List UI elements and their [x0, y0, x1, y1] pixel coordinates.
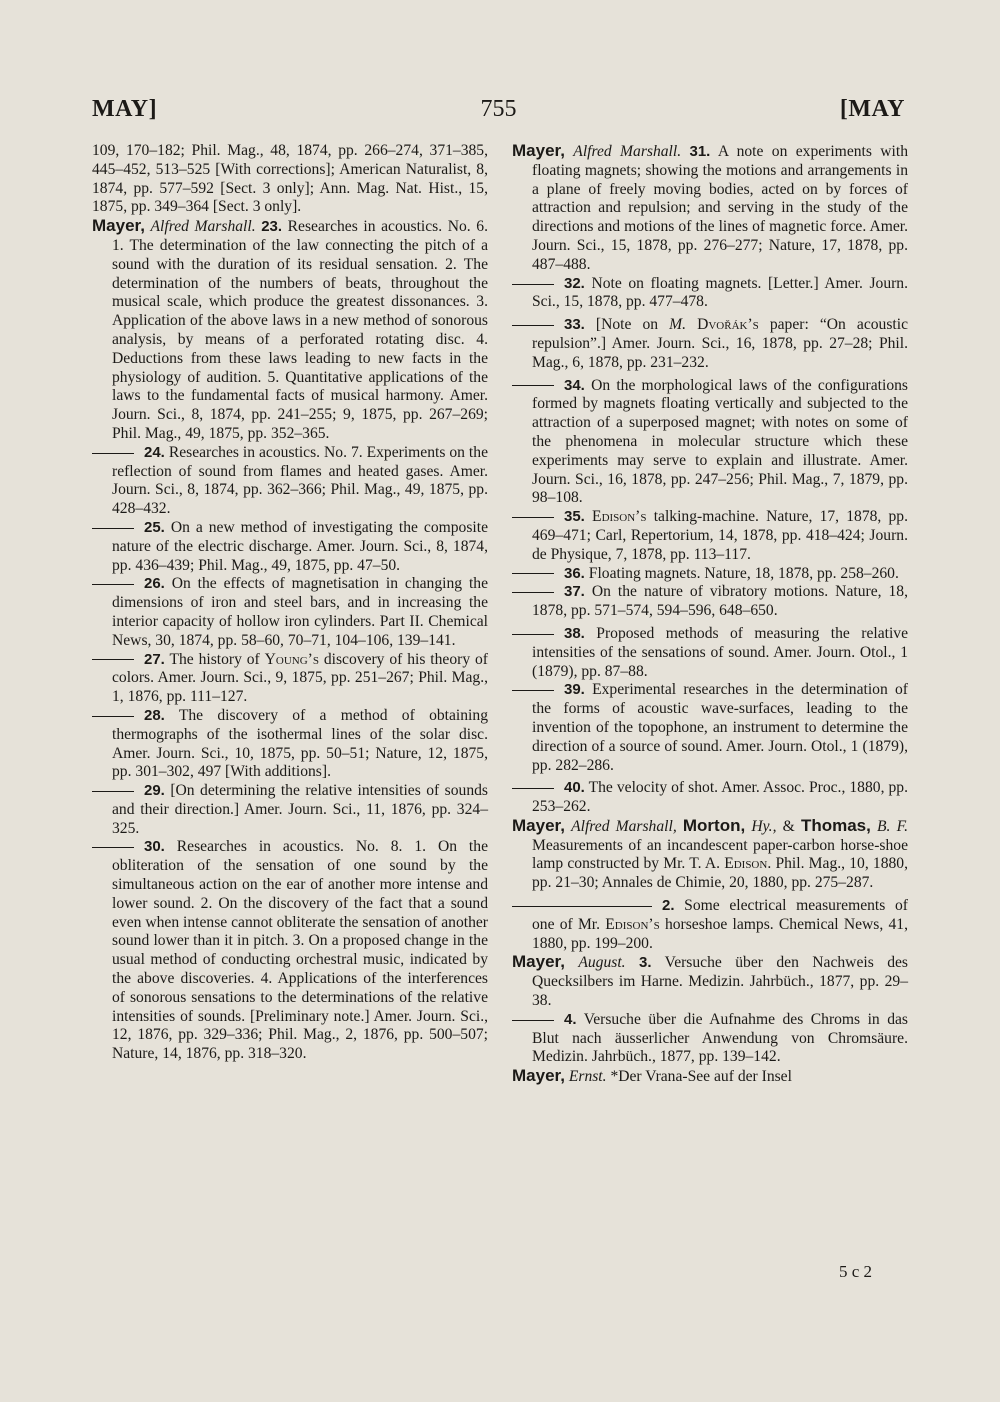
bibliography-entry: 4. Versuche über die Aufnahme des Chroms in das Blut nach äusserlicher Anwendung von Chromsäure. Medizin. Jahrbüch., 1877, pp. 139–142.	[512, 1011, 908, 1067]
header-left: MAY]	[92, 96, 158, 122]
author-forename: Ernst.	[568, 1068, 607, 1086]
ditto-dash	[512, 592, 554, 593]
ditto-dash	[512, 325, 554, 326]
author-forename: Alfred Marshall,	[571, 817, 677, 835]
bibliography-entry: 26. On the effects of magnetisation in changing the dimensions of iron and steel bars, and in increasing the interior capacity of hollow iron cylinders. Part II. Chemical News, 30, 1874, pp. 58–60, 70–71, 104–106, 139–141.	[92, 575, 488, 650]
bibliography-entry: 28. The discovery of a method of obtaining thermographs of the isothermal lines of the solar disc. Amer. Journ. Sci., 10, 1875, pp. 50–51; Nature, 12, 1875, pp. 301–302, 497 [With additions].	[92, 707, 488, 782]
entry-number: 34.	[564, 376, 585, 394]
ditto-dash	[92, 716, 134, 717]
ditto-dash	[512, 284, 554, 285]
author-forename: Alfred Marshall.	[573, 143, 682, 160]
ditto-dash	[92, 528, 134, 529]
entry-number: 27.	[144, 650, 165, 668]
ditto-dash	[92, 584, 134, 585]
entry-number: 29.	[144, 782, 165, 800]
ditto-dash	[512, 1020, 554, 1021]
bibliography-entry: 32. Note on floating magnets. [Letter.] Amer. Journ. Sci., 15, 1878, pp. 477–478.	[512, 275, 908, 313]
author-forename: August.	[578, 954, 626, 972]
author-name: Mayer,	[512, 815, 565, 835]
page-number: 755	[480, 96, 517, 122]
author-forename: B. F.	[877, 817, 908, 835]
ditto-dash	[512, 634, 554, 635]
bibliography-entry: Mayer, Alfred Marshall, Morton, Hy., & Thomas, B. F. Measurements of an incandescent paper-carbon horse-shoe lamp constructed by Mr. T. A. Edison. Phil. Mag., 10, 1880, pp. 21–30; Annales de Chimie, 20, 1880, pp. 275–287.	[512, 815, 909, 892]
bibliography-entry: 27. The history of Young’s discovery of his theory of colors. Amer. Journ. Sci., 9, 1875, pp. 251–267; Phil. Mag., 1, 1876, pp. 111–127.	[92, 651, 488, 707]
bibliography-entry: 2. Some electrical measurements of one of Mr. Edison’s horseshoe lamps. Chemical News, 41, 1880, pp. 199–200.	[512, 897, 908, 953]
bibliography-entry: 34. On the morphological laws of the configurations formed by magnets floating vertically and subjected to the attraction of a superposed magnet; with notes on some of the phenomena in molecular structure which these experiments may serve to explain and illustrate. Amer. Journ. Sci., 16, 1878, pp. 247–256; Phil. Mag., 7, 1879, pp. 98–108.	[512, 377, 908, 509]
entry-number: 31.	[689, 143, 711, 160]
ditto-dash	[92, 791, 134, 792]
left-column	[92, 142, 488, 1064]
running-header	[92, 96, 905, 130]
entry-number: 3.	[639, 954, 652, 972]
ditto-dash	[512, 517, 554, 518]
bibliography-entry: 25. On a new method of investigating the composite nature of the electric discharge. Amer. Journ. Sci., 8, 1874, pp. 436–439; Phil. Mag., 49, 1875, pp. 47–50.	[92, 519, 488, 575]
ditto-dash	[92, 659, 134, 660]
bibliography-entry: 37. On the nature of vibratory motions. Nature, 18, 1878, pp. 571–574, 594–596, 648–650.	[512, 583, 908, 621]
author-forename: Alfred Marshall.	[150, 218, 256, 236]
entry-number: 33.	[564, 316, 585, 334]
author-name: Mayer,	[512, 1066, 565, 1086]
entry-number: 28.	[144, 706, 165, 724]
author-name: Thomas,	[800, 815, 871, 835]
entry-number: 25.	[144, 518, 165, 536]
entry-number: 23.	[261, 218, 283, 236]
author-name: Mayer,	[92, 216, 145, 236]
entry-number: 26.	[144, 575, 165, 593]
ditto-dash	[512, 573, 554, 574]
ditto-dash	[512, 385, 554, 386]
author-name: Mayer,	[512, 952, 565, 972]
bibliography-entry: 39. Experimental researches in the determination of the forms of acoustic wave-surfaces, leading to the invention of the topophone, an instrument to determine the direction of a source of sound. Amer. Journ. Otol., 1 (1879), pp. 282–286.	[512, 681, 908, 775]
bibliography-entry: 33. [Note on M. Dvořák’s paper: “On acoustic repulsion”.] Amer. Journ. Sci., 16, 1878, pp. 27–28; Phil. Mag., 6, 1878, pp. 231–232.	[512, 316, 908, 372]
entry-number: 40.	[564, 779, 585, 797]
bibliography-entry: 29. [On determining the relative intensities of sounds and their direction.] Amer. Journ. Sci., 11, 1876, pp. 324–325.	[92, 782, 488, 838]
entry-number: 24.	[144, 443, 165, 461]
author-forename: Hy.,	[751, 817, 777, 835]
bibliography-entry: 30. Researches in acoustics. No. 8. 1. On the obliteration of the sensation of one sound by the simultaneous action on the ear of another more intense and lower sound. 2. On the discovery of the fact that a sound even when intense cannot obliterate the sensation of another sound lower than it in pitch. 3. On a proposed change in the usual method of conducting orchestral music, indicated by the above discoveries. 4. Applications of the interferences of sonorous sensations to the determinations of the relative intensities of sounds. [Preliminary note.] Amer. Journ. Sci., 12, 1876, pp. 329–336; Phil. Mag., 2, 1876, pp. 500–507; Nature, 14, 1876, pp. 318–320.	[92, 838, 488, 1064]
entry-number: 38.	[564, 624, 585, 642]
bibliography-entry: 24. Researches in acoustics. No. 7. Experiments on the reflection of sound from flames and heated gases. Amer. Journ. Sci., 8, 1874, pp. 362–366; Phil. Mag., 49, 1875, pp. 428–432.	[92, 444, 488, 519]
bibliography-entry: 35. Edison’s talking-machine. Nature, 17, 1878, pp. 469–471; Carl, Repertorium, 14, 1878, pp. 418–424; Journ. de Physique, 7, 1878, pp. 113–117.	[512, 508, 908, 564]
entry-number: 4.	[564, 1010, 577, 1028]
ditto-dash	[512, 906, 652, 907]
author-name: Morton,	[682, 815, 746, 835]
author-name: Mayer,	[512, 141, 565, 160]
entry-number: 30.	[144, 838, 165, 856]
bibliography-entry: 40. The velocity of shot. Amer. Assoc. Proc., 1880, pp. 253–262.	[512, 779, 908, 817]
entry-number: 2.	[662, 897, 675, 915]
right-column	[512, 142, 908, 1087]
ditto-dash	[92, 847, 134, 848]
bibliography-entry: 109, 170–182; Phil. Mag., 48, 1874, pp. 266–274, 371–385, 445–452, 513–525 [With corrections]; American Naturalist, 8, 1874, pp. 577–592 [Sect. 3 only]; Ann. Mag. Nat. Hist., 15, 1875, pp. 349–364 [Sect. 3 only].	[92, 142, 488, 216]
ditto-dash	[512, 690, 554, 691]
ditto-dash	[512, 788, 554, 789]
entry-number: 35.	[564, 508, 585, 526]
entry-number: 32.	[564, 274, 585, 292]
entry-number: 39.	[564, 681, 585, 699]
entry-number: 37.	[564, 583, 585, 601]
header-right: [MAY	[839, 96, 905, 122]
entry-number: 36.	[564, 564, 585, 582]
bibliography-entry: Mayer, Ernst. *Der Vrana-See auf der Insel	[512, 1066, 792, 1086]
signature-mark: 5 c 2	[838, 1262, 872, 1281]
bibliography-entry: 38. Proposed methods of measuring the relative intensities of the sensations of sound. Amer. Journ. Otol., 1 (1879), pp. 87–88.	[512, 625, 908, 681]
ditto-dash	[92, 453, 134, 454]
bibliography-entry: Mayer, Alfred Marshall. 31. A note on experiments with floating magnets; showing the motions and arrangements in a plane of freely moving bodies, acted on by forces of attraction and repulsion; and serving in the study of the directions and motions of the lines of magnetic force. Amer. Journ. Sci., 15, 1878, pp. 276–277; Nature, 17, 1878, pp. 487–488.	[512, 141, 909, 273]
bibliography-entry: 36. Floating magnets. Nature, 18, 1878, pp. 258–260.	[512, 565, 908, 584]
bibliography-entry: Mayer, Alfred Marshall. 23. Researches in acoustics. No. 6. 1. The determination of the law connecting the pitch of a sound with the duration of its residual sensation. 2. The determination of the numbers of beats, throughout the musical scale, which produce the greatest dissonances. 3. Application of the above laws in a new method of sonorous analysis, by means of a perforated rotating disc. 4. Deductions from these laws leading to new facts in the physiology of audition. 5. Quantitative applications of the laws to the fundamental facts of musical harmony. Amer. Journ. Sci., 8, 1874, pp. 241–255; 9, 1875, pp. 267–269; Phil. Mag., 49, 1875, pp. 352–365.	[92, 216, 488, 442]
bibliography-entry: Mayer, August. 3. Versuche über den Nachweis des Quecksilbers im Harne. Medizin. Jahrbüch., 1877, pp. 29–38.	[512, 952, 908, 1010]
